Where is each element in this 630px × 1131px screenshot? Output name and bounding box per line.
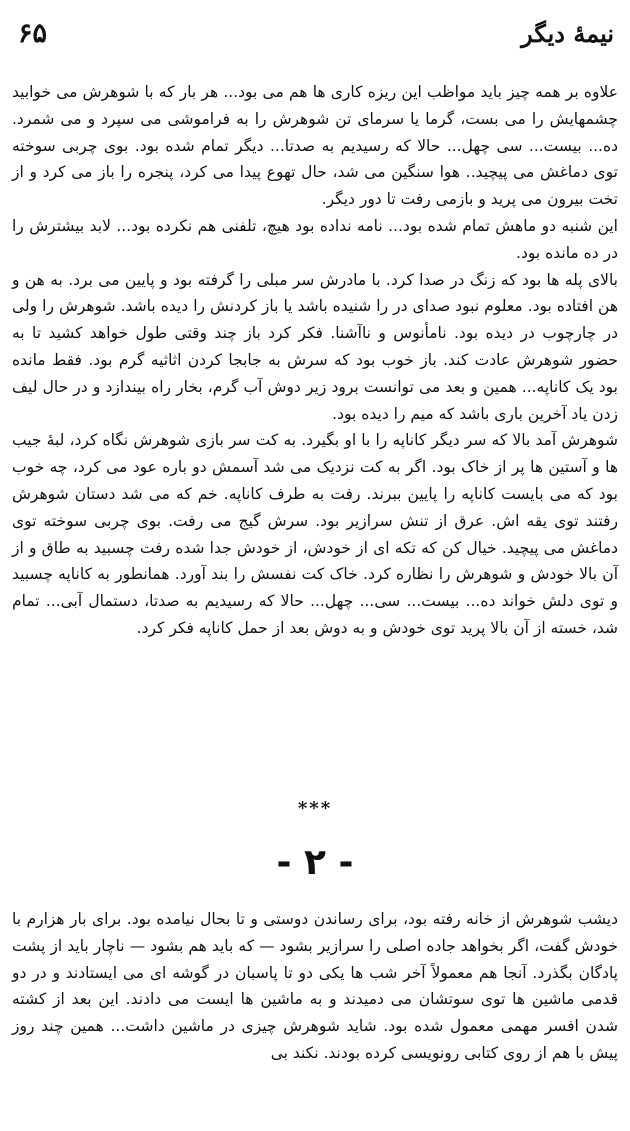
paragraph: این شنبه دو ماهش تمام شده بود... نامه نداده بود هیچ، تلفنی هم نکرده بود... لابد بیشترش را در ده مانده بود. [12,216,618,262]
page-number: ۶۵ [18,18,48,49]
paragraph: دیشب شوهرش از خانه رفته بود، برای رساندن دوستی و تا بحال نیامده بود. برای بار هزارم با خودش گفت، اگر بخواهد جاده اصلی را سرازیر بشود — که باید هم بشود — ناچار باید از پشت پادگان بگذرد. آنجا هم معمولاً آخر شب ها یکی دو تا پاسبان در گوشه ای می ایستادند و در دو قدمی ماشین ها توی سوتشان می دمیدند و به ماشین ها ایست می دادند. این بعد از کشته شدن افسر مهمی معمول شده بود. شاید شوهرش چیزی در ماشین داشت... همین چند روز پیش با هم از روی کتابی رونویسی کرده بودند. نکند بی [12,910,618,1062]
paragraph: علاوه بر همه چیز باید مواظب این ریزه کاری ها هم می بود... هر بار که با شوهرش می خوابید چشمهایش را می بست، گرما یا سرمای تن شوهرش را به فراموشی می سپرد و می شمرد. ده... بیست... سی چهل... حالا که رسیدیم به صدتا... دیگر تمام شده بود. بوی چربی سوخته توی دماغش می پیچید.. هوا سنگین می شد، حال تهوع پیدا می کرد، پنجره را باز می کرد و از تخت بیرون می پرید و بازمی رفت تا دور دیگر. [12,83,618,209]
section-2-text [12,906,618,1067]
paragraph: شوهرش آمد بالا که سر دیگر کاناپه را با او بگیرد. به کت سر بازی شوهرش نگاه کرد، لبهٔ جیب ها و آستین ها پر از خاک بود. اگر به کت نزدیک می شد آسمش دو باره عود می کرد، چه خوب بود که می بایست کاناپه را پایین ببرند. رفت به طرف کاناپه. خم که می شد دستان شوهرش رفتند توی یقه اش. عرق از تنش سرازیر بود. سرش گیج می رفت. بوی چربی سوخته توی دماغش می پیچید. خیال کن که تکه ای از خودش، از خودش جدا شده رفت چسبید به طاق و از آن بالا خودش و شوهرش را نظاره کرد. خاک کت نفسش را بند آورد. همانطور به کاناپه چسبید و توی دلش خواند ده... بیست... سی... چهل... حالا که رسیدیم به صدتا، دستمال آبی... تمام شد، خسته از آن بالا پرید توی خودش و به دوش بعد از حمل کاناپه فکر کرد. [12,431,618,637]
paragraph: بالای پله ها بود که زنگ در صدا کرد. با مادرش سر مبلی را گرفته بود و پایین می برد. به هن و هن افتاده بود. معلوم نبود صدای در را شنیده باشد یا باز کردنش را دیده باشد. شوهرش را ولی در چارچوب در دیده بود. نامأنوس و ناآشنا. فکر کرد باز چند وقتی طول خواهد کشید تا به حضور شوهرش عادت کند. باز خوب بود که سرش به جابجا کردن اثاثیه گرم بود. فقط مانده بود یک کاناپه... همین و بعد می توانست برود زیر دوش آب گرم، بخار راه بیندازد و در حال لیف زدن یاد آخرین باری باشد که میم را دیده بود. [12,270,618,423]
section-1-text [12,79,618,642]
section-separator: *** [297,798,333,819]
chapter-number: - ۲ - [276,842,354,883]
page-header [18,14,614,54]
running-title: نیمهٔ دیگر [521,19,614,48]
